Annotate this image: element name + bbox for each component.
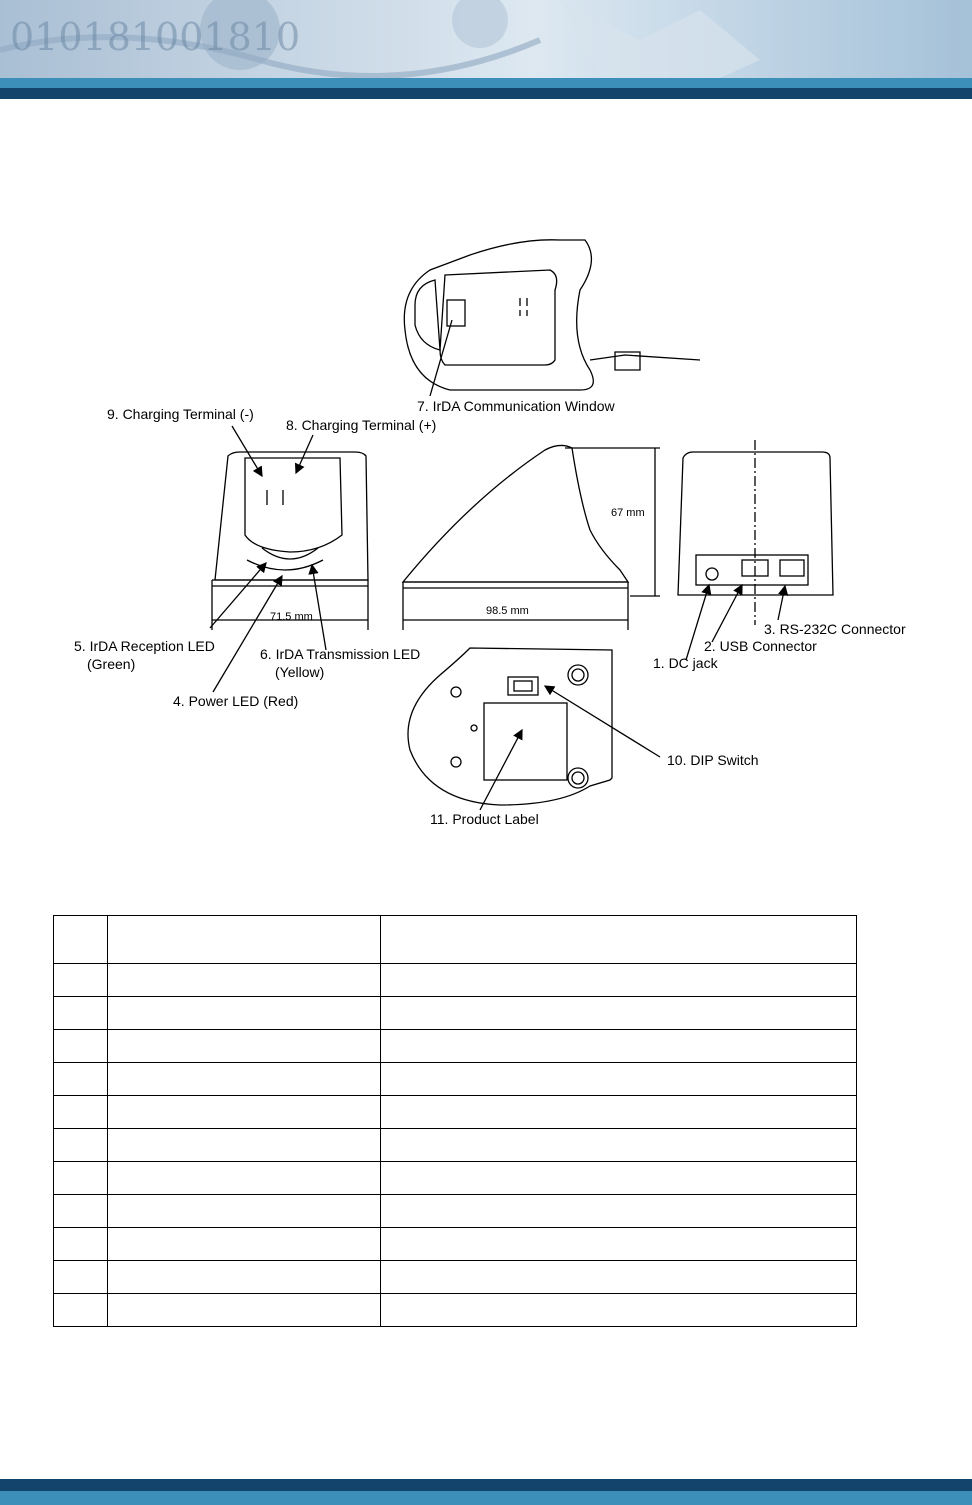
- table-cell-no: [54, 1096, 108, 1129]
- table-row: [54, 1063, 857, 1096]
- table-cell-no: [54, 997, 108, 1030]
- label-power-led: 4. Power LED (Red): [173, 693, 299, 709]
- table-cell-name: [108, 1129, 381, 1162]
- label-irda-transmission-led-color: (Yellow): [275, 664, 325, 680]
- table-cell-name: [108, 916, 381, 964]
- table-row: [54, 1096, 857, 1129]
- banner-decoration: [0, 0, 972, 78]
- table-row: [54, 1261, 857, 1294]
- table-row: [54, 964, 857, 997]
- table-cell-name: [108, 1030, 381, 1063]
- table-cell-name: [108, 997, 381, 1030]
- footer-band-dark: [0, 1479, 972, 1491]
- label-charging-terminal-plus: 8. Charging Terminal (+): [286, 417, 437, 433]
- table-cell-desc: [381, 1129, 857, 1162]
- table-cell-desc: [381, 964, 857, 997]
- table-cell-desc: [381, 1030, 857, 1063]
- footer-band-light: [0, 1491, 972, 1505]
- table-cell-desc: [381, 997, 857, 1030]
- table-cell-name: [108, 964, 381, 997]
- table-cell-no: [54, 1063, 108, 1096]
- table-cell-no: [54, 1030, 108, 1063]
- header-band-dark: [0, 88, 972, 99]
- side-view-drawing: [403, 445, 660, 630]
- label-dc-jack: 1. DC jack: [653, 655, 718, 671]
- header-banner: [0, 0, 972, 78]
- table-cell-no: [54, 1195, 108, 1228]
- table-row: [54, 1129, 857, 1162]
- table-cell-name: [108, 1195, 381, 1228]
- table-cell-desc: [381, 916, 857, 964]
- banner-digits: 010181001810: [10, 15, 301, 59]
- table-cell-desc: [381, 1096, 857, 1129]
- label-charging-terminal-minus: 9. Charging Terminal (-): [107, 406, 254, 422]
- table-cell-name: [108, 1261, 381, 1294]
- table-row: [54, 997, 857, 1030]
- label-irda-reception-led: 5. IrDA Reception LED: [74, 638, 215, 654]
- dimension-width-side: 98.5 mm: [486, 605, 529, 617]
- table-row: [54, 1195, 857, 1228]
- table-cell-no: [54, 1162, 108, 1195]
- table-cell-name: [108, 1063, 381, 1096]
- table-cell-name: [108, 1162, 381, 1195]
- table-header-row: [54, 916, 857, 964]
- label-dip-switch: 10. DIP Switch: [667, 752, 759, 768]
- table-cell-name: [108, 1096, 381, 1129]
- product-diagram: [0, 230, 972, 840]
- table-cell-no: [54, 916, 108, 964]
- table-cell-name: [108, 1228, 381, 1261]
- table-cell-desc: [381, 1228, 857, 1261]
- dimension-width-front: 71.5 mm: [270, 611, 313, 623]
- label-product-label: 11. Product Label: [430, 811, 539, 827]
- table-cell-desc: [381, 1261, 857, 1294]
- table-row: [54, 1030, 857, 1063]
- table-cell-name: [108, 1294, 381, 1327]
- bottom-view-drawing: [408, 648, 660, 810]
- table-cell-no: [54, 1294, 108, 1327]
- table-row: [54, 1162, 857, 1195]
- dimension-height: 67 mm: [611, 507, 645, 519]
- table-cell-no: [54, 1129, 108, 1162]
- top-view-drawing: [404, 240, 700, 396]
- table-cell-desc: [381, 1162, 857, 1195]
- table-cell-no: [54, 1261, 108, 1294]
- diagram-svg: [0, 230, 972, 840]
- label-irda-window: 7. IrDA Communication Window: [417, 398, 615, 414]
- table-row: [54, 1228, 857, 1261]
- table-cell-desc: [381, 1195, 857, 1228]
- table-cell-desc: [381, 1294, 857, 1327]
- label-irda-reception-led-color: (Green): [87, 656, 136, 672]
- table-cell-no: [54, 1228, 108, 1261]
- header-band-light: [0, 78, 972, 88]
- table-row: [54, 1294, 857, 1327]
- label-irda-transmission-led: 6. IrDA Transmission LED: [260, 646, 421, 662]
- table-cell-desc: [381, 1063, 857, 1096]
- parts-table: [53, 915, 856, 1327]
- table-cell-no: [54, 964, 108, 997]
- label-usb-connector: 2. USB Connector: [704, 638, 817, 654]
- label-rs232c-connector: 3. RS-232C Connector: [764, 621, 906, 637]
